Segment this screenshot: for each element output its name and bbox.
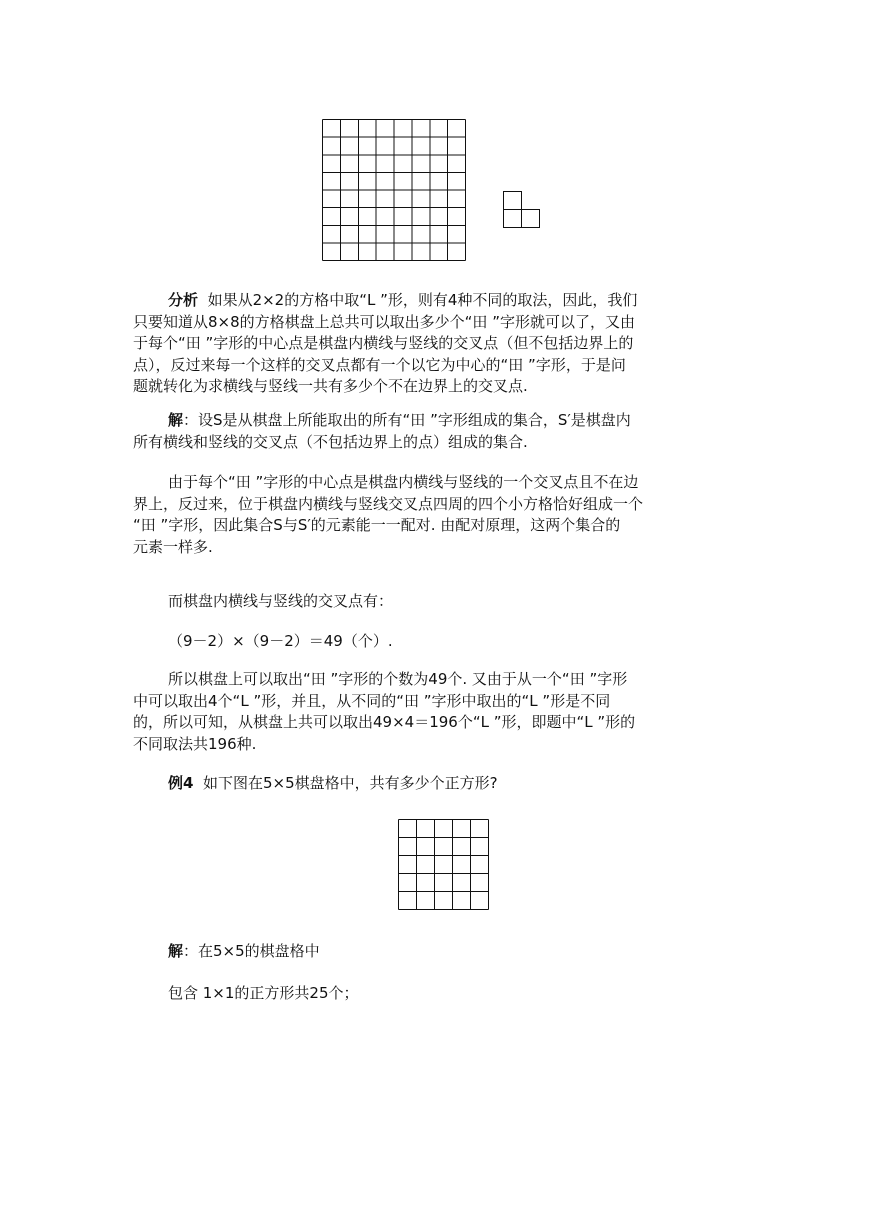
example-4-label: 例4 bbox=[168, 774, 194, 792]
l-shape-figure bbox=[503, 191, 543, 229]
l-shape-cell bbox=[504, 192, 522, 210]
pairing-line-3: “田 ”字形，因此集合S与S′的元素能一一配对. 由配对原理，这两个集合的 bbox=[133, 516, 621, 534]
example-4-heading bbox=[168, 773, 733, 795]
solution-label: 解 bbox=[168, 411, 184, 429]
analysis-line-2: 只要知道从8×8的方格棋盘上总共可以取出多少个“田 ”字形就可以了，又由 bbox=[133, 312, 635, 331]
example-4-question: 如下图在5×5棋盘格中，共有多少个正方形? bbox=[202, 774, 498, 792]
conclusion-line-4: 不同取法共196种. bbox=[133, 734, 257, 753]
solution-line-2: 所有横线和竖线的交叉点（不包括边界上的点）组成的集合. bbox=[133, 432, 528, 451]
chessboard-8x8-figure bbox=[322, 119, 466, 261]
solution-line-1: 解：设S是从棋盘上所能取出的所有“田 ”字形组成的集合，S′是棋盘内 bbox=[168, 411, 631, 429]
solution-2-label: 解 bbox=[168, 942, 184, 960]
pairing-line-2: 界上，反过来，位于棋盘内横线与竖线交叉点四周的四个小方格恰好组成一个 bbox=[133, 494, 644, 513]
analysis-line-5: 题就转化为求横线与竖线一共有多少个不在边界上的交叉点. bbox=[133, 377, 528, 395]
analysis-line-1: 分析 如果从2×2的方格中取“L ”形，则有4种不同的取法，因此，我们 bbox=[168, 291, 638, 309]
solution-2-line: 解：在5×5的棋盘格中 bbox=[168, 942, 320, 960]
conclusion-line-2: 中可以取出4个“L ”形，并且，从不同的“田 ”字形中取出的“L ”形是不同 bbox=[133, 691, 611, 710]
count-1x1-line: 包含 1×1的正方形共25个； bbox=[168, 984, 359, 1002]
pairing-paragraph bbox=[133, 472, 733, 558]
l-shape-cell bbox=[522, 210, 540, 228]
analysis-line-4: 点），反过来每一个这样的交叉点都有一个以它为中心的“田 ”字形，于是问 bbox=[133, 355, 626, 374]
chessboard-5x5-figure bbox=[398, 819, 489, 910]
formula-line: （9－2）×（9－2）＝49（个）. bbox=[168, 632, 393, 650]
conclusion-paragraph bbox=[133, 669, 733, 755]
analysis-paragraph bbox=[133, 290, 733, 398]
conclusion-line-3: 的，所以可知，从棋盘上共可以取出49×4＝196个“L ”形，即题中“L ”形的 bbox=[133, 713, 636, 731]
analysis-label: 分析 bbox=[168, 291, 199, 309]
l-shape-cell bbox=[504, 210, 522, 228]
pairing-line-4: 元素一样多. bbox=[133, 537, 213, 556]
analysis-line-3: 于每个“田 ”字形的中心点是棋盘内横线与竖线的交叉点（但不包括边界上的 bbox=[133, 334, 634, 352]
pairing-line-1: 由于每个“田 ”字形的中心点是棋盘内横线与竖线的一个交叉点且不在边 bbox=[168, 473, 639, 491]
solution-paragraph bbox=[133, 410, 733, 453]
conclusion-line-1: 所以棋盘上可以取出“田 ”字形的个数为49个. 又由于从一个“田 ”字形 bbox=[168, 670, 628, 688]
intersection-intro: 而棋盘内横线与竖线的交叉点有： bbox=[168, 592, 394, 610]
